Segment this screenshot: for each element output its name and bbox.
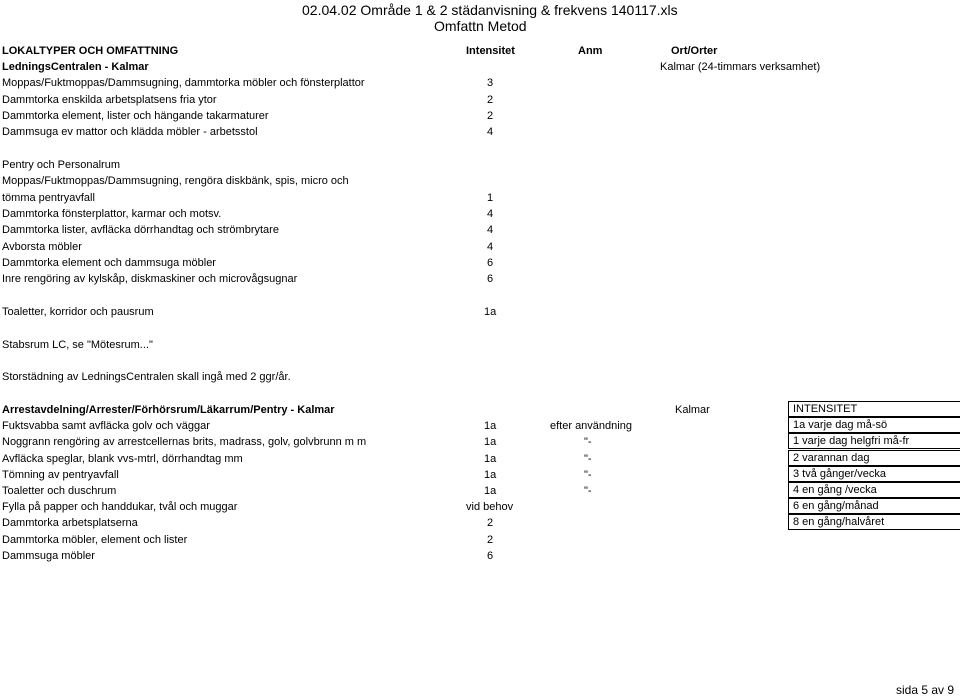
table-row-anm: "- — [584, 436, 592, 448]
section-title-pentry: Pentry och Personalrum — [2, 159, 120, 171]
table-row-text: Tömning av pentryavfall — [2, 469, 119, 481]
table-row-text: Dammsuga ev mattor och klädda möbler - arbetsstol — [2, 126, 258, 138]
table-row-intensity: 3 — [487, 77, 494, 89]
table-row-intensity: 2 — [487, 517, 494, 529]
table-row-anm: "- — [584, 453, 592, 465]
column-header-lokaltyper: LOKALTYPER OCH OMFATTNING — [2, 45, 179, 57]
table-row-intensity: 4 — [487, 224, 494, 236]
table-row-intensity: 6 — [487, 550, 494, 562]
table-row-text: Fuktsvabba samt avfläcka golv och väggar — [2, 420, 210, 432]
table-row-intensity: 2 — [487, 534, 494, 546]
column-header-anm: Anm — [578, 45, 603, 57]
table-row-text: Dammtorka element och dammsuga möbler — [2, 257, 216, 269]
legend-cell — [788, 482, 960, 498]
table-row-anm: "- — [584, 485, 592, 497]
table-row-intensity: 1a — [484, 469, 497, 481]
table-row-intensity: 4 — [487, 126, 494, 138]
table-row-text: Fylla på papper och handdukar, tvål och muggar — [2, 501, 238, 513]
legend-item: 2 varannan dag — [793, 452, 870, 464]
table-row-text: Inre rengöring av kylskåp, diskmaskiner och microvågsugnar — [2, 273, 298, 285]
section-title-arrestavdelning: Arrestavdelning/Arrester/Förhörsrum/Läkarrum/Pentry - Kalmar — [2, 404, 335, 416]
table-row-text: Noggrann rengöring av arrestcellernas brits, madrass, golv, golvbrunn m m — [2, 436, 367, 448]
table-row-intensity: 6 — [487, 273, 494, 285]
table-row-intensity: 2 — [487, 94, 494, 106]
legend-item: 8 en gång/halvåret — [793, 516, 885, 528]
legend-title: INTENSITET — [793, 403, 858, 415]
table-row-text: tömma pentryavfall — [2, 192, 95, 204]
file-title: 02.04.02 Område 1 & 2 städanvisning & frekvens 140117.xls — [302, 2, 678, 18]
section-title-ledningscentralen: LedningsCentralen - Kalmar — [2, 61, 149, 73]
legend-cell — [788, 417, 960, 433]
table-row-intensity: vid behov — [466, 501, 514, 513]
table-row-text: Dammtorka enskilda arbetsplatsens fria ytor — [2, 94, 217, 106]
legend-cell — [788, 450, 960, 466]
table-row-text: Dammtorka element, lister och hängande takarmaturer — [2, 110, 269, 122]
table-row-intensity: 1a — [484, 485, 497, 497]
legend-cell — [788, 514, 960, 530]
note-storstadning: Storstädning av LedningsCentralen skall ingå med 2 ggr/år. — [2, 371, 291, 383]
legend-item: 1a varje dag må-sö — [793, 419, 888, 431]
table-row-text: Avfläcka speglar, blank vvs-mtrl, dörrhandtag mm — [2, 453, 243, 465]
section-ort: Kalmar — [675, 404, 710, 416]
table-row-intensity: 4 — [487, 241, 494, 253]
legend-cell — [788, 466, 960, 482]
table-row-intensity: 6 — [487, 257, 494, 269]
column-header-ort: Ort/Orter — [671, 45, 718, 57]
table-row-text: Dammsuga möbler — [2, 550, 95, 562]
column-header-intensitet: Intensitet — [466, 45, 515, 57]
table-row-intensity: 1 — [487, 192, 494, 204]
table-row-text: Moppas/Fuktmoppas/Dammsugning, dammtorka möbler och fönsterplattor — [2, 77, 365, 89]
table-row-intensity: 4 — [487, 208, 494, 220]
page-number: sida 5 av 9 — [896, 683, 955, 697]
legend-title-cell — [788, 401, 960, 417]
table-row-text: Dammtorka fönsterplattor, karmar och motsv. — [2, 208, 222, 220]
table-row-anm: "- — [584, 469, 592, 481]
table-row-text: Dammtorka arbetsplatserna — [2, 517, 138, 529]
legend-item: 4 en gång /vecka — [793, 484, 877, 496]
table-row-intensity: 2 — [487, 110, 494, 122]
table-row-intensity: 1a — [484, 436, 497, 448]
table-row-text: Dammtorka möbler, element och lister — [2, 534, 188, 546]
legend-item: 3 två gånger/vecka — [793, 468, 886, 480]
note-stabsrum: Stabsrum LC, se "Mötesrum..." — [2, 339, 153, 351]
section-ort: Kalmar (24-timmars verksamhet) — [660, 61, 821, 73]
legend-cell — [788, 498, 960, 514]
table-row-intensity: 1a — [484, 420, 497, 432]
sheet-title: Omfattn Metod — [434, 18, 527, 34]
legend-cell — [788, 433, 960, 449]
table-row-intensity: 1a — [484, 306, 497, 318]
table-row-text: Moppas/Fuktmoppas/Dammsugning, rengöra diskbänk, spis, micro och — [2, 175, 349, 187]
table-row-text: Toaletter, korridor och pausrum — [2, 306, 154, 318]
table-row-anm: efter användning — [550, 420, 632, 432]
table-row-text: Toaletter och duschrum — [2, 485, 117, 497]
table-row-text: Avborsta möbler — [2, 241, 82, 253]
table-row-intensity: 1a — [484, 453, 497, 465]
legend-item: 6 en gång/månad — [793, 500, 879, 512]
table-row-text: Dammtorka lister, avfläcka dörrhandtag och strömbrytare — [2, 224, 279, 236]
legend-item: 1 varje dag helgfri må-fr — [793, 435, 910, 447]
